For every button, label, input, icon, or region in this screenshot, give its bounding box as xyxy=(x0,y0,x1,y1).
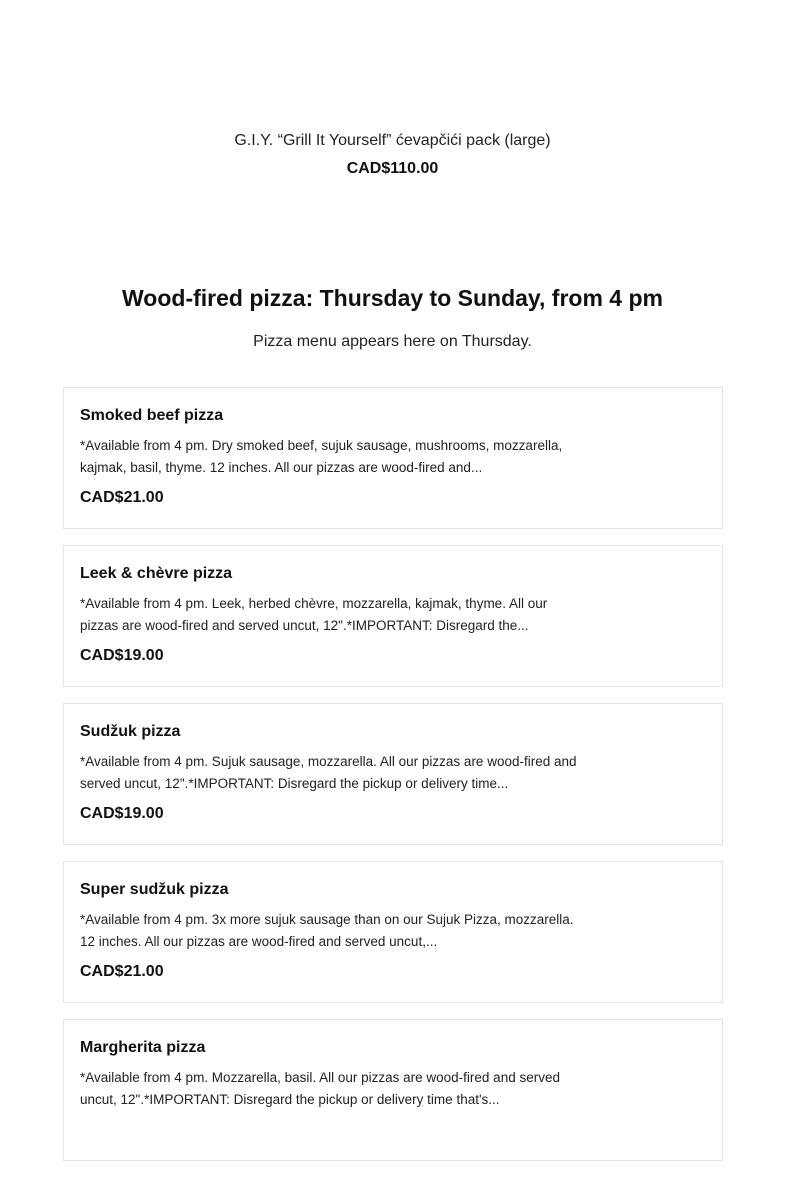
menu-item-price: CAD$21.00 xyxy=(80,489,164,506)
menu-item-card[interactable] xyxy=(63,387,723,529)
section-title: Wood-fired pizza: Thursday to Sunday, from 4 pm xyxy=(122,285,663,311)
section-subtitle: Pizza menu appears here on Thursday. xyxy=(253,333,532,350)
menu-item-price: CAD$19.00 xyxy=(80,647,164,664)
menu-item-description: *Available from 4 pm. Leek, herbed chèvre, mozzarella, kajmak, thyme. All our pizzas are wood-fired and served uncut, 12".*IMPORTANT: Disregard the... xyxy=(80,596,548,633)
menu-item-description: *Available from 4 pm. Sujuk sausage, mozzarella. All our pizzas are wood-fired and served uncut, 12".*IMPORTANT: Disregard the pickup or delivery time... xyxy=(80,754,577,791)
menu-item-name: Sudžuk pizza xyxy=(80,723,181,740)
menu-item-price: CAD$21.00 xyxy=(80,963,164,980)
menu-item-name: Leek & chèvre pizza xyxy=(80,565,233,582)
menu-item-description: *Available from 4 pm. 3x more sujuk sausage than on our Sujuk Pizza, mozzarella. 12 inches. All our pizzas are wood-fired and served uncut,... xyxy=(80,912,574,949)
menu-item-description: *Available from 4 pm. Mozzarella, basil. All our pizzas are wood-fired and served uncut, 12".*IMPORTANT: Disregard the pickup or delivery time that's... xyxy=(80,1070,560,1107)
menu-item-description: *Available from 4 pm. Dry smoked beef, sujuk sausage, mushrooms, mozzarella, kajmak, basil, thyme. 12 inches. All our pizzas are wood-fired and... xyxy=(80,438,563,475)
menu-item-card[interactable] xyxy=(63,861,723,1003)
menu-item-name: Super sudžuk pizza xyxy=(80,881,229,898)
featured-item-price: CAD$110.00 xyxy=(346,160,439,177)
menu-item-card[interactable] xyxy=(63,545,723,687)
menu-list xyxy=(63,387,723,1177)
featured-item-name[interactable]: G.I.Y. “Grill It Yourself” ćevapčići pack (large) xyxy=(234,132,551,149)
menu-item-name: Smoked beef pizza xyxy=(80,407,224,424)
featured-item[interactable] xyxy=(0,130,785,180)
menu-item-card[interactable] xyxy=(63,703,723,845)
menu-item-name: Margherita pizza xyxy=(80,1039,206,1056)
menu-item-card[interactable] xyxy=(63,1019,723,1161)
menu-item-price: CAD$19.00 xyxy=(80,805,164,822)
